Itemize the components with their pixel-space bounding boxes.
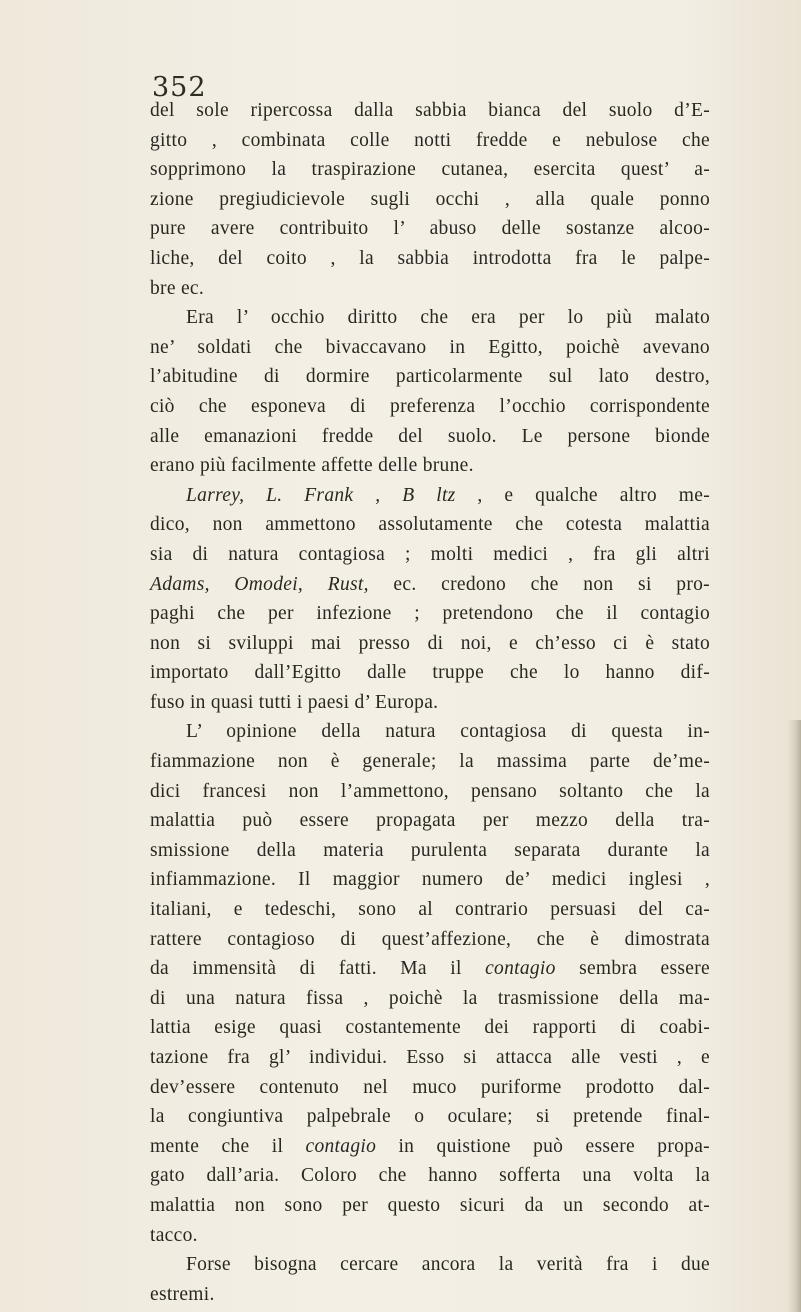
text-run: del sole ripercossa dalla sabbia bianca del suolo d’E- [150,100,710,121]
text-run: malattia non sono per questo sicuri da un secondo at- [150,1194,710,1216]
text-run: ec. credono che non si pro- [368,573,710,595]
text-line [150,806,710,836]
text-line [150,244,710,274]
text-line [150,599,710,629]
text-line [150,96,710,126]
paragraph [150,481,710,718]
text-run: da immensità di fatti. Ma il [150,958,486,980]
text-line [150,422,710,452]
text-run: sopprimono la traspirazione cutanea, esercita quest’ a- [150,159,710,181]
text-run: paghi che per infezione ; pretendono che il contagio [150,603,710,625]
text-line [150,984,710,1014]
text-line [150,688,710,718]
text-run: importato dall’Egitto dalle truppe che lo hanno dif- [150,662,710,684]
text-run: tazione fra gl’ individui. Esso si attacca alle vesti , e [150,1047,710,1068]
text-line [150,836,710,866]
text-run: fuso in quasi tutti i paesi d’ Europa. [150,691,439,713]
text-run: dev’essere contenuto nel muco puriforme prodotto dal- [150,1076,710,1098]
text-line [150,1221,710,1251]
text-run: la congiuntiva palpebrale o oculare; si pretende final- [150,1106,710,1128]
text-line [150,362,710,392]
text-run: , e qualche altro me- [455,484,710,506]
text-run: dico, non ammettono assolutamente che cotesta malattia [150,514,710,536]
text-line [150,392,710,422]
text-line [150,1013,710,1043]
text-line [150,570,710,600]
text-line [150,451,710,481]
text-run: erano più facilmente affette delle brune. [150,455,474,477]
text-line [150,185,710,215]
text-run: smissione della materia purulenta separata durante la [150,839,710,861]
body-text [150,96,710,1309]
text-line [150,1161,710,1191]
paragraph [150,96,710,303]
text-line [150,717,710,747]
text-line [150,629,710,659]
paragraph [150,1250,710,1309]
text-line [150,510,710,540]
text-line [150,1102,710,1132]
text-line [150,540,710,570]
text-run: liche, del coito , la sabbia introdotta fra le palpe- [150,247,710,269]
text-run: malattia può essere propagata per mezzo della tra- [150,810,710,832]
page-edge-shadow [787,720,801,1312]
text-line [150,481,710,511]
text-line [150,925,710,955]
text-line [150,895,710,925]
text-run: infiammazione. Il maggior numero de’ medici inglesi , [150,869,710,891]
text-run: dici francesi non l’ammettono, pensano soltanto che la [150,780,710,802]
text-run: in quistione può essere propa- [376,1135,710,1157]
text-line [150,303,710,333]
text-run: tacco. [150,1224,198,1246]
text-run: sembra essere [555,958,710,980]
text-run: l’abitudine di dormire particolarmente sul lato destro, [150,366,710,388]
italic-text: contagio [305,1135,377,1157]
text-line [150,1191,710,1221]
text-run: L’ opinione della natura contagiosa di questa in- [186,721,710,743]
italic-text: Larrey, L. Frank , B ltz [186,484,456,506]
text-line [150,865,710,895]
text-run: rattere contagioso di quest’affezione, che è dimostrata [150,928,710,950]
text-line [150,777,710,807]
italic-text: contagio [485,958,556,980]
text-run: ne’ soldati che bivaccavano in Egitto, poichè avevano [150,336,710,358]
text-line [150,954,710,984]
text-run: Forse bisogna cercare ancora la verità fra i due [186,1254,710,1276]
text-line [150,658,710,688]
text-line [150,1073,710,1103]
text-run: mente che il [150,1135,306,1157]
text-run: lattia esige quasi costantemente dei rapporti di coabi- [150,1017,710,1039]
italic-text: Adams, Omodei, Rust, [150,573,369,595]
text-run: ciò che esponeva di preferenza l’occhio corrispondente [150,395,710,417]
text-run: pure avere contribuito l’ abuso delle sostanze alcoo- [150,218,710,240]
text-line [150,1280,710,1310]
text-line [150,155,710,185]
text-run: fiammazione non è generale; la massima parte de’me- [150,751,710,773]
text-run: alle emanazioni fredde del suolo. Le persone bionde [150,425,710,447]
text-line [150,1132,710,1162]
text-run: gitto , combinata colle notti fredde e nebulose che [150,129,710,151]
text-line [150,333,710,363]
text-line [150,214,710,244]
text-line [150,747,710,777]
text-run: italiani, e tedeschi, sono al contrario persuasi del ca- [150,899,710,921]
text-line [150,274,710,304]
text-line [150,1043,710,1073]
text-line [150,126,710,156]
paragraph [150,303,710,481]
text-line [150,1250,710,1280]
text-run: sia di natura contagiosa ; molti medici , fra gli altri [150,543,710,565]
text-run: di una natura fissa , poichè la trasmissione della ma- [150,987,710,1009]
text-run: bre ec. [150,277,205,299]
text-run: estremi. [150,1283,215,1305]
text-run: gato dall’aria. Coloro che hanno sofferta una volta la [150,1165,710,1187]
paragraph [150,717,710,1250]
text-run: non si sviluppi mai presso di noi, e ch’esso ci è stato [150,632,710,654]
page-number: 352 [152,72,207,103]
text-run: Era l’ occhio diritto che era per lo più malato [186,307,710,329]
text-run: zione pregiudicievole sugli occhi , alla quale ponno [150,188,710,210]
